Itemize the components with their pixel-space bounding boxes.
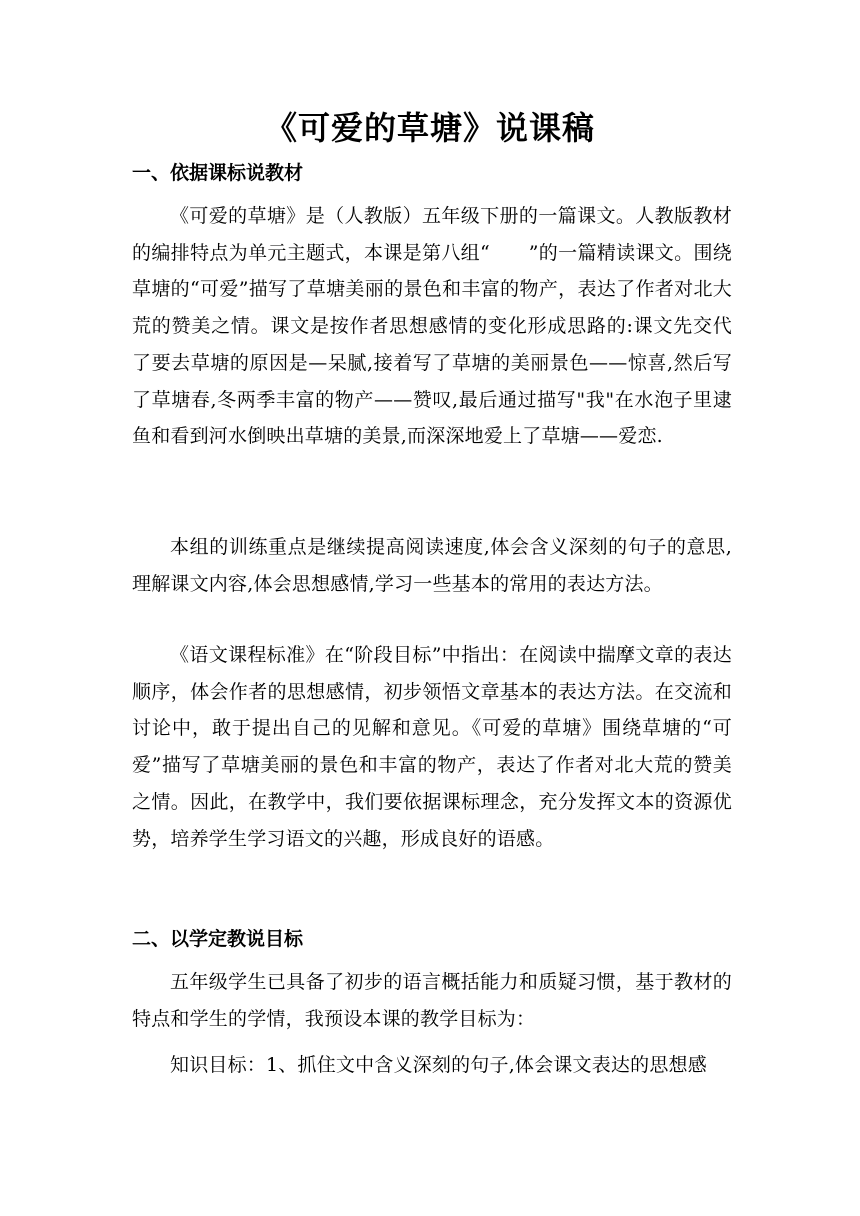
paragraph: 《语文课程标准》在“阶段目标”中指出：在阅读中揣摩文章的表达顺序，体会作者的思想感情，初步领悟文章基本的表达方法。在交流和讨论中，敢于提出自己的见解和意见。《可爱的草塘》围绕草塘的“可爱”描写了草塘美丽的景色和丰富的物产，表达了作者对北大荒的赞美之情。因此，在教学中，我们要依据课标理念，充分发挥文本的资源优势，培养学生学习语文的兴趣，形成良好的语感。 <box>132 644 732 850</box>
paragraph: 本组的训练重点是继续提高阅读速度,体会含义深刻的句子的意思,理解课文内容,体会思想感情,学习一些基本的常用的表达方法。 <box>132 536 732 595</box>
section-heading: 二、以学定教说目标 <box>132 928 304 950</box>
paragraph: 五年级学生已具备了初步的语言概括能力和质疑习惯，基于教材的特点和学生的学情，我预设本课的教学目标为： <box>132 971 732 1030</box>
document-title: 《可爱的草塘》说课稿 <box>264 109 595 147</box>
paragraph: 《可爱的草塘》是（人教版）五年级下册的一篇课文。人教版教材的编排特点为单元主题式，本课是第八组“ ”的一篇精读课文。围绕草塘的“可爱”描写了草塘美丽的景色和丰富的物产，表达了作者对北大荒的赞美之情。课文是按作者思想感情的变化形成思路的:课文先交代了要去草塘的原因是—呆腻,接着写了草塘的美丽景色——惊喜,然后写了草塘春,冬两季丰富的物产——赞叹,最后通过描写"我"在水泡子里逮鱼和看到河水倒映出草塘的美景,而深深地爱上了草塘——爱恋. <box>132 205 732 448</box>
section-heading: 一、依据课标说教材 <box>132 162 304 184</box>
paragraph: 知识目标：1、抓住文中含义深刻的句子,体会课文表达的思想感 <box>170 1054 707 1076</box>
